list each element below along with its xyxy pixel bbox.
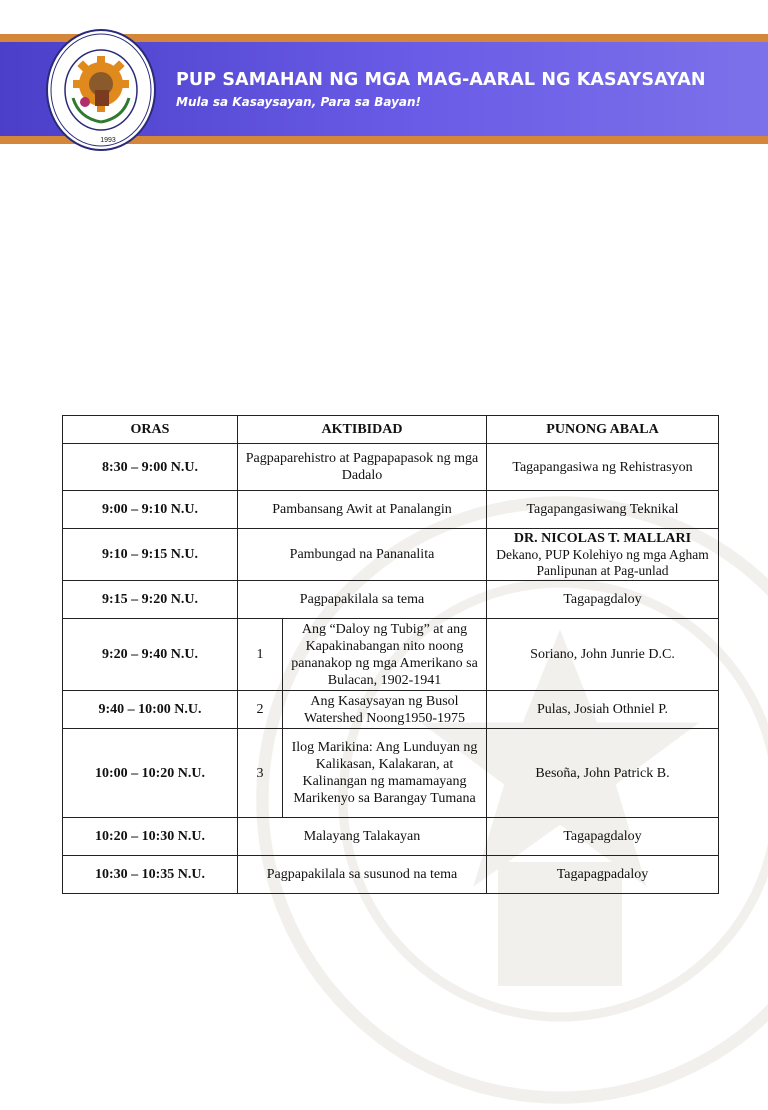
program-schedule-table — [62, 415, 719, 894]
table-row — [63, 691, 719, 729]
time-cell: 10:00 – 10:20 N.U. — [63, 729, 238, 818]
time-cell: 9:10 – 9:15 N.U. — [63, 529, 238, 581]
presentation-number: 2 — [238, 691, 283, 729]
activity-cell: Pambansang Awit at Panalangin — [238, 491, 487, 529]
presentation-number: 1 — [238, 619, 283, 691]
table-row — [63, 581, 719, 619]
organization-seal-logo — [45, 28, 157, 152]
host-cell: Tagapagpadaloy — [487, 856, 719, 894]
activity-cell: Pagpapakilala sa tema — [238, 581, 487, 619]
presentation-number: 3 — [238, 729, 283, 818]
host-cell: Tagapangasiwang Teknikal — [487, 491, 719, 529]
host-cell: Tagapagdaloy — [487, 581, 719, 619]
time-cell: 9:15 – 9:20 N.U. — [63, 581, 238, 619]
activity-cell: Ang “Daloy ng Tubig” at ang Kapakinabangan nito noong pananakop ng mga Amerikano sa Bulacan, 1902-1941 — [283, 619, 487, 691]
activity-cell: Pagpapakilala sa susunod na tema — [238, 856, 487, 894]
speaker-name: DR. NICOLAS T. MALLARI — [513, 531, 692, 546]
table-row — [63, 818, 719, 856]
time-cell: 8:30 – 9:00 N.U. — [63, 444, 238, 491]
host-cell: Besoña, John Patrick B. — [487, 729, 719, 818]
activity-cell: Malayang Talakayan — [238, 818, 487, 856]
activity-cell: Pagpaparehistro at Pagpapapasok ng mga Dadalo — [238, 444, 487, 491]
host-cell: Pulas, Josiah Othniel P. — [487, 691, 719, 729]
table-row — [63, 491, 719, 529]
host-cell: Tagapagdaloy — [487, 818, 719, 856]
time-cell: 10:20 – 10:30 N.U. — [63, 818, 238, 856]
organization-motto: Mula sa Kasaysayan, Para sa Bayan! — [176, 95, 421, 109]
host-cell: Soriano, John Junrie D.C. — [487, 619, 719, 691]
time-cell: 9:00 – 9:10 N.U. — [63, 491, 238, 529]
table-row — [63, 529, 719, 581]
table-row — [63, 444, 719, 491]
table-row — [63, 856, 719, 894]
table-row — [63, 729, 719, 818]
time-cell: 9:20 – 9:40 N.U. — [63, 619, 238, 691]
header-oras: ORAS — [63, 416, 238, 444]
speaker-role: Dekano, PUP Kolehiyo ng mga Agham Panlipunan at Pag-unlad — [496, 547, 709, 578]
activity-cell: Pambungad na Pananalita — [238, 529, 487, 581]
host-cell: Tagapangasiwa ng Rehistrasyon — [487, 444, 719, 491]
header-punong-abala: PUNONG ABALA — [487, 416, 719, 444]
header-aktibidad: AKTIBIDAD — [238, 416, 487, 444]
organization-name: PUP SAMAHAN NG MGA MAG-AARAL NG KASAYSAYAN — [176, 70, 706, 90]
table-row — [63, 619, 719, 691]
time-cell: 10:30 – 10:35 N.U. — [63, 856, 238, 894]
activity-cell: Ang Kasaysayan ng Busol Watershed Noong1950-1975 — [283, 691, 487, 729]
table-header-row — [63, 416, 719, 444]
seal-year: 1993 — [100, 137, 116, 144]
host-cell — [487, 529, 719, 581]
time-cell: 9:40 – 10:00 N.U. — [63, 691, 238, 729]
activity-cell: Ilog Marikina: Ang Lunduyan ng Kalikasan, Kalakaran, at Kalinangan ng mamamayang Marikenyo sa Barangay Tumana — [283, 729, 487, 818]
